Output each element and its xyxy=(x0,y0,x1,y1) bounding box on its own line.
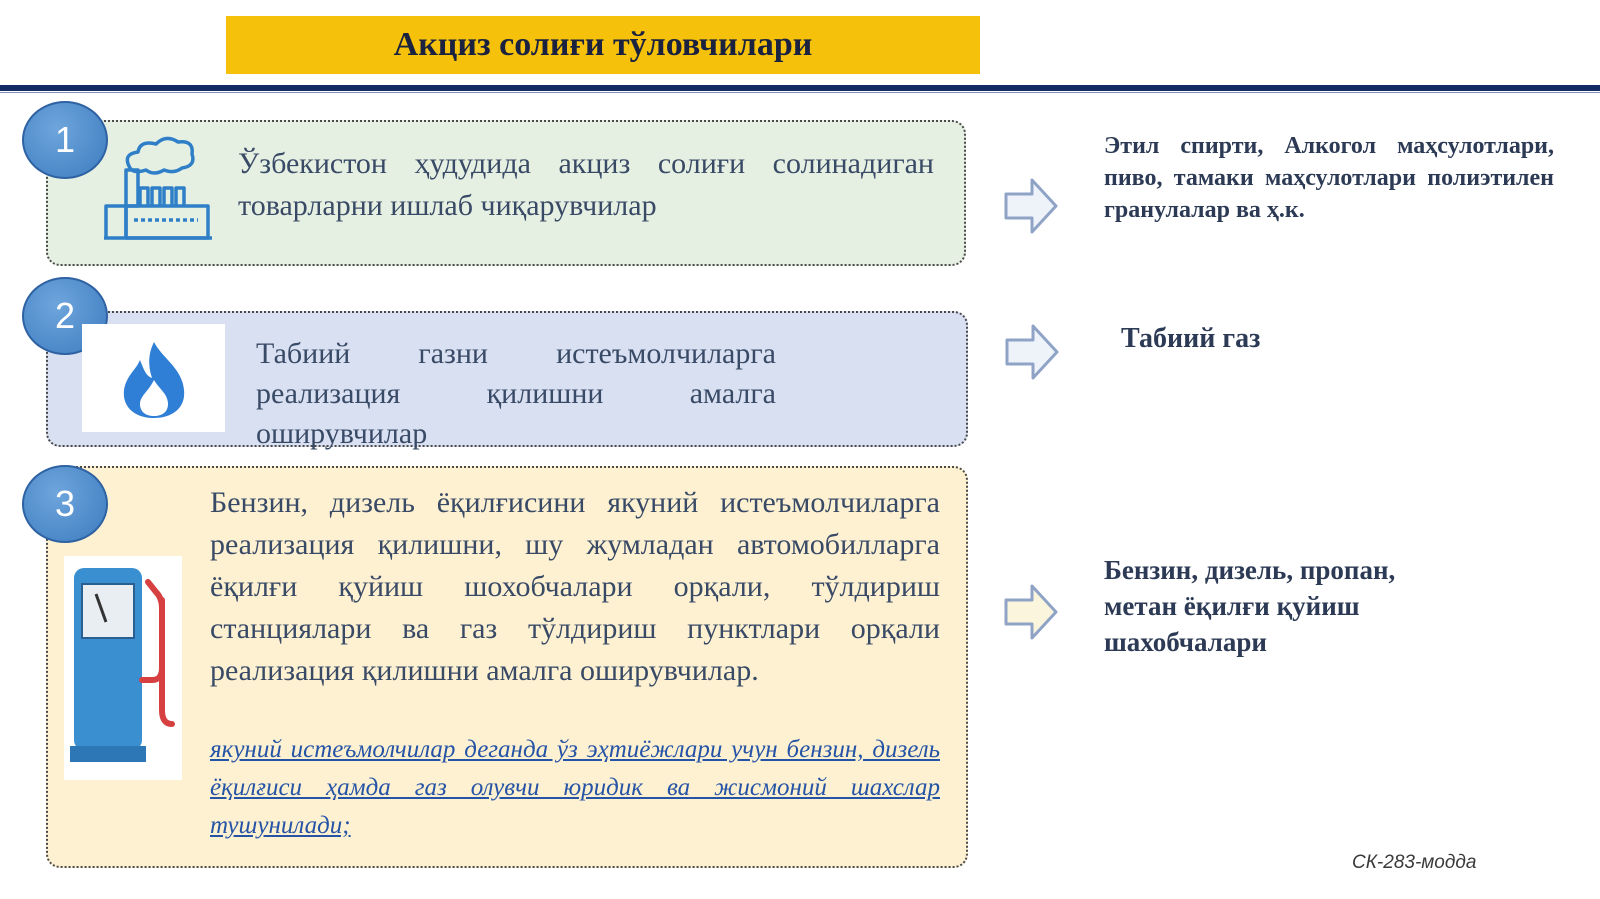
number-badge-2: 2 xyxy=(22,277,108,355)
payer-note-3: якуний истеъмолчилар деганда ўз эҳтиёжлари учун бензин, дизель ёқилғиси ҳамда газ олувчи юридик ва жисмоний шахслар тушунилади; xyxy=(210,736,940,839)
payer-text-1: Ўзбекистон ҳудудида акциз солиғи солинадиган товарларни ишлаб чиқарувчилар xyxy=(238,147,934,222)
number-badge-1: 1 xyxy=(22,101,108,179)
page-title: Акциз солиғи тўловчилари xyxy=(393,26,813,63)
payer-text-3: Бензин, дизель ёқилғисини якуний истеъмолчиларга реализация қилишни, шу жумладан автомобилларга ёқилғи қуйиш шохобчалари орқали, тўлдириш станциялари ва газ тўлдириш пунктлари орқали реализация қилишни амалга оширувчилар. xyxy=(210,486,940,687)
payer-text-2: Табиий газни истеъмолчиларга реализация қилишни амалга оширувчилар xyxy=(256,337,776,450)
number-badge-3: 3 xyxy=(22,465,108,543)
arrow-right-icon xyxy=(1004,582,1058,642)
result-text-2: Табиий газ xyxy=(1121,323,1261,354)
title-banner xyxy=(226,16,980,74)
header-divider-thin xyxy=(0,92,1600,93)
article-reference: СК-283-модда xyxy=(1352,852,1477,873)
factory-icon xyxy=(100,130,216,242)
arrow-right-icon xyxy=(1004,176,1058,236)
fuel-pump-icon xyxy=(66,560,182,772)
result-text-3: Бензин, дизель, пропан, метан ёқилғи қуйиш шахобчалари xyxy=(1104,555,1396,657)
arrow-right-icon xyxy=(1005,322,1059,382)
result-text-1: Этил спирти, Алкогол маҳсулотлари, пиво, тамаки маҳсулотлари полиэтилен гранулалар ва ҳ.к. xyxy=(1104,133,1554,223)
gas-flame-icon xyxy=(118,340,190,420)
header-divider xyxy=(0,85,1600,91)
